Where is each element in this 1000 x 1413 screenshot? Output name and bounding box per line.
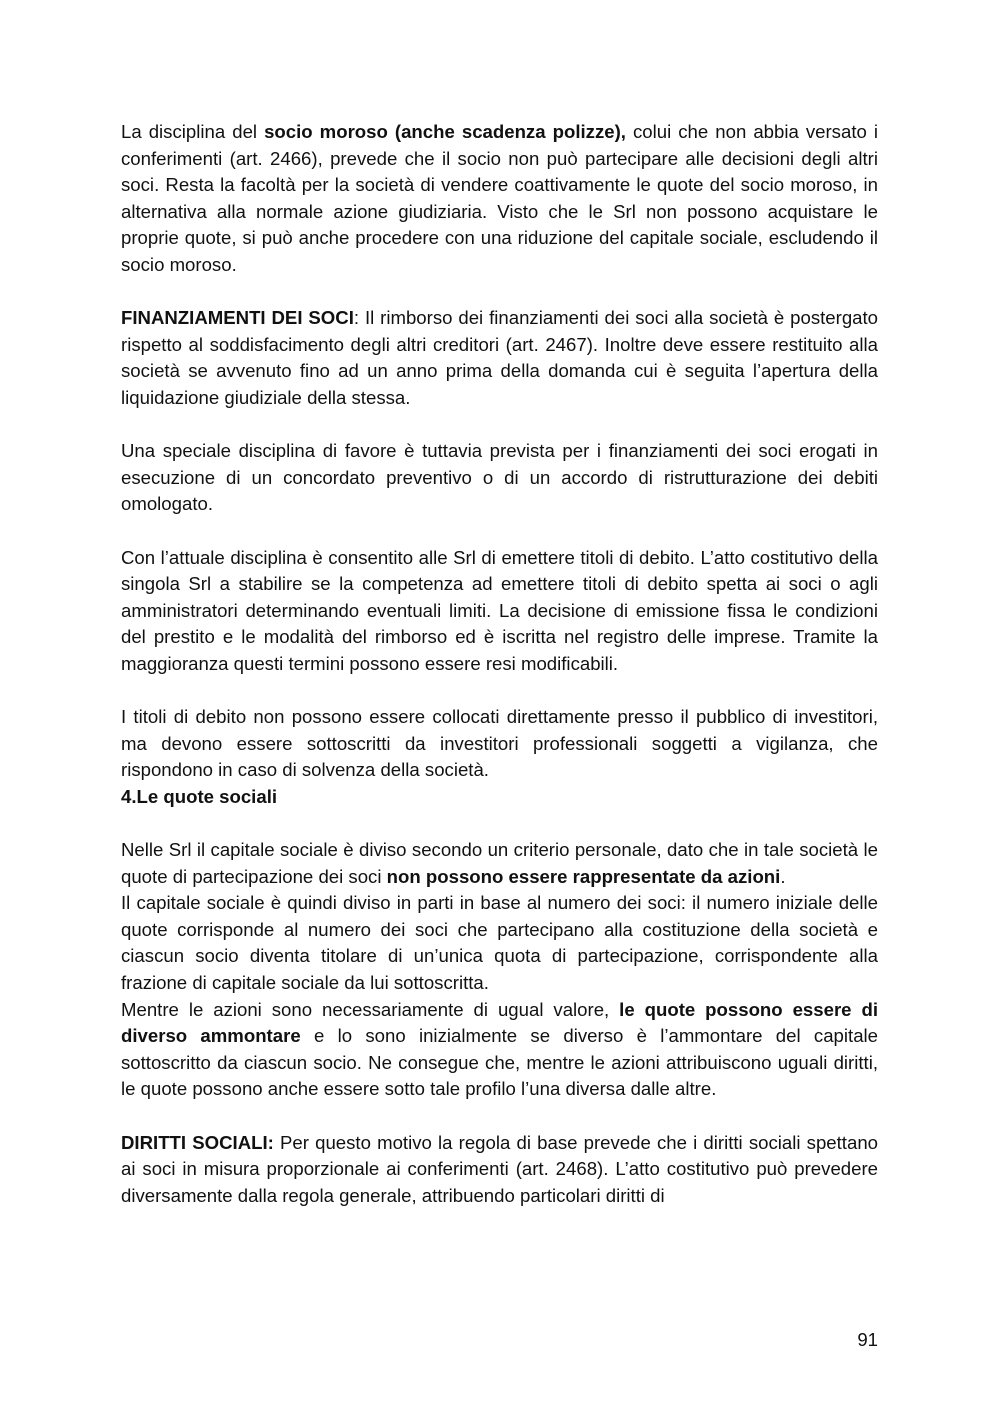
paragraph-socio-moroso: La disciplina del socio moroso (anche scadenza polizze), colui che non abbia versato i conferimenti (art. 2466), prevede che il socio non può partecipare alle decisioni degli altri soci. Resta la facoltà per la società di vendere coattivamente le quote del socio moroso, in alternativa alla normale azione giudiziaria. Visto che le Srl non possono acquistare le proprie quote, si può anche procedere con una riduzione del capitale sociale, escludendo il socio moroso. [121, 121, 878, 275]
paragraph-azioni-quote: Mentre le azioni sono necessariamente di ugual valore, le quote possono essere di diverso ammontare e lo sono inizialmente se diverso è l’ammontare del capitale sottoscritto da ciascun socio. Ne consegue che, mentre le azioni attribuiscono uguali diritti, le quote possono anche essere sotto tale profilo l’una diversa dalle altre. [121, 998, 879, 1100]
bold-term: non possono essere rappresentate da azioni [386, 865, 781, 887]
paragraph-diritti-sociali: DIRITTI SOCIALI: Per questo motivo la regola di base prevede che i diritti sociali spettano ai soci in misura proporzionale ai conferimenti (art. 2468). L’atto costitutivo può prevedere diversamente dalla regola generale, attribuendo particolari diritti di [121, 1131, 878, 1206]
bold-term: DIRITTI SOCIALI: [121, 1131, 274, 1153]
paragraph-numero-quote: Il capitale sociale è quindi diviso in parti in base al numero dei soci: il numero iniziale delle quote corrisponde al numero dei soci che partecipano alla costituzione della società e ciascun socio diventa titolare di un’unica quota di partecipazione, corrispondente alla frazione di capitale sociale da lui sottoscritta. [121, 892, 878, 993]
paragraph-finanziamenti: FINANZIAMENTI DEI SOCI: Il rimborso dei finanziamenti dei soci alla società è postergato rispetto al soddisfacimento degli altri creditori (art. 2467). Inoltre deve essere restituito alla società se avvenuto fino ad un anno prima della domanda cui è seguita l’apertura della liquidazione giudiziale della stessa. [121, 307, 879, 408]
paragraph-capitale-sociale: Nelle Srl il capitale sociale è diviso secondo un criterio personale, dato che in tale società le quote di partecipazione dei soci non possono essere rappresentate da azioni. [121, 839, 878, 887]
document-body [121, 119, 878, 1209]
paragraph-collocamento: I titoli di debito non possono essere collocati direttamente presso il pubblico di investitori, ma devono essere sottoscritti da investitori professionali soggetti a vigilanza, che rispondono in caso di solvenza della società. [121, 706, 878, 781]
bold-term: FINANZIAMENTI DEI SOCI [121, 307, 354, 329]
paragraph-titoli-debito: Con l’attuale disciplina è consentito alle Srl di emettere titoli di debito. L’atto costitutivo della singola Srl a stabilire se la competenza ad emettere titoli di debito spetta ai soci o agli amministratori determinando eventuali limiti. La decisione di emissione fissa le condizioni del prestito e le modalità del rimborso ed è iscritta nel registro delle imprese. Tramite la maggioranza questi termini possono essere resi modificabili. [121, 546, 878, 674]
paragraph-disciplina-favore: Una speciale disciplina di favore è tuttavia prevista per i finanziamenti dei soci erogati in esecuzione di un concordato preventivo o di un accordo di ristrutturazione dei debiti omologato. [121, 440, 878, 515]
section-heading: 4.Le quote sociali [121, 785, 278, 807]
bold-term: socio moroso (anche scadenza polizze), [264, 121, 626, 142]
bold-term: le quote possono essere di diverso ammontare [121, 998, 878, 1047]
page-number: 91 [857, 1329, 878, 1350]
